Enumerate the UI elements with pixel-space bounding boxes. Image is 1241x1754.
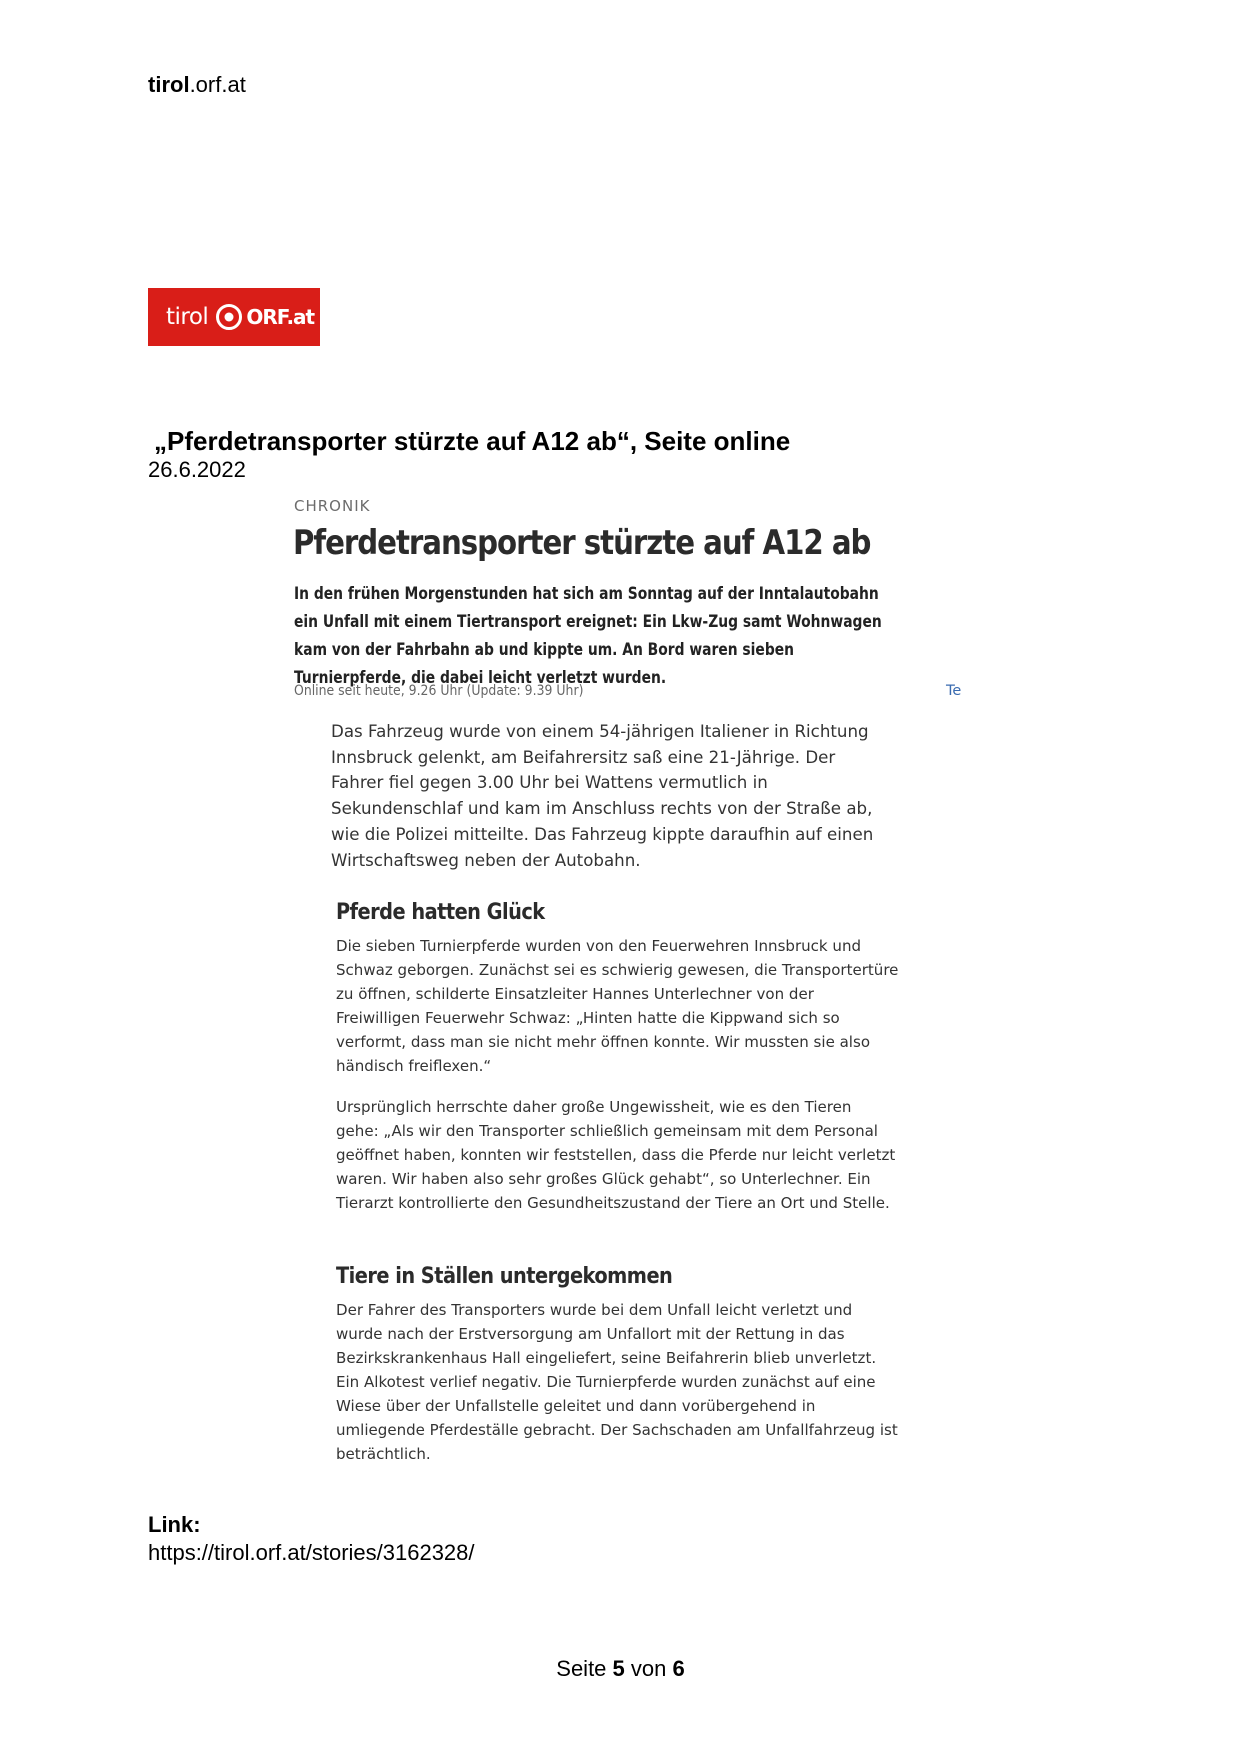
- article-paragraph-2: Die sieben Turnierpferde wurden von den Feuerwehren Innsbruck und Schwaz geborgen. Zunächst sei es schwierig gewesen, die Transportertüre zu öffnen, schilderte Einsatzleiter Hannes Unterlechner von der Freiwilligen Feuerwehr Schwaz: „Hinten hatte die Kippwand sich so verformt, dass man sie nicht mehr öffnen konnte. Wir mussten sie also händisch freiflexen.“: [336, 937, 899, 1075]
- source-link[interactable]: https://tirol.orf.at/stories/3162328/: [148, 1540, 475, 1565]
- page-prefix: Seite: [556, 1656, 613, 1681]
- article-paragraph-1: Das Fahrzeug wurde von einem 54-jährigen Italiener in Richtung Innsbruck gelenkt, am Beifahrersitz saß eine 21-Jährige. Der Fahrer fiel gegen 3.00 Uhr bei Wattens vermutlich in Sekundenschlaf und kam im Anschluss rechts von der Straße ab, wie die Polizei mitteilte. Das Fahrzeug kippte daraufhin auf einen Wirtschaftsweg neben der Autobahn.: [331, 722, 874, 871]
- orf-eye-icon: [216, 304, 242, 330]
- article-lead: In den frühen Morgenstunden hat sich am Sonntag auf der Inntalautobahn ein Unfall mit einem Tiertransport ereignet: Ein Lkw-Zug samt Wohnwagen kam von der Fahrbahn ab und kippte um. An Bord waren sieben Turnierpferde, die dabei leicht verletzt wurden.: [294, 584, 882, 687]
- page-number: [0, 1656, 1241, 1682]
- logo-region-text: tirol: [166, 304, 209, 330]
- logo-brand-text: ORF.at: [246, 305, 315, 329]
- header-site-rest: .orf.at: [189, 72, 246, 97]
- article-meta-truncated-link: Te: [946, 683, 962, 699]
- document-title: „Pferdetransporter stürzte auf A12 ab“, Seite online: [154, 426, 791, 456]
- article-subheading-2: Tiere in Ställen untergekommen: [336, 1264, 673, 1289]
- article-paragraph-3: Ursprünglich herrschte daher große Ungewissheit, wie es den Tieren gehe: „Als wir den Transporter schließlich gemeinsam mit dem Personal geöffnet haben, konnten wir feststellen, dass die Pferde nur leicht verletzt waren. Wir haben also sehr großes Glück gehabt“, so Unterlechner. Ein Tierarzt kontrollierte den Gesundheitszustand der Tiere an Ort und Stelle.: [336, 1098, 896, 1212]
- orf-logo: [148, 288, 320, 346]
- header-site-bold: tirol: [148, 72, 190, 97]
- link-label: Link:: [148, 1512, 201, 1537]
- article-timestamp: Online seit heute, 9.26 Uhr (Update: 9.39 Uhr): [294, 683, 584, 699]
- page-current: 5: [612, 1656, 625, 1681]
- document-date: 26.6.2022: [148, 457, 246, 482]
- article-category: CHRONIK: [294, 497, 371, 515]
- article-subheading-1: Pferde hatten Glück: [336, 900, 545, 925]
- article-paragraph-4: Der Fahrer des Transporters wurde bei dem Unfall leicht verletzt und wurde nach der Erstversorgung am Unfallort mit der Rettung in das Bezirkskrankenhaus Hall eingeliefert, seine Beifahrerin blieb unverletzt. Ein Alkotest verlief negativ. Die Turnierpferde wurden zunächst auf eine Wiese über der Unfallstelle geleitet und dann vorübergehend in umliegende Pferdeställe gebracht. Der Sachschaden am Unfallfahrzeug ist beträchtlich.: [336, 1301, 898, 1463]
- header-site-name: [148, 72, 246, 98]
- page-middle: von: [624, 1656, 673, 1681]
- page-total: 6: [672, 1656, 685, 1681]
- article-headline: Pferdetransporter stürzte auf A12 ab: [293, 523, 871, 563]
